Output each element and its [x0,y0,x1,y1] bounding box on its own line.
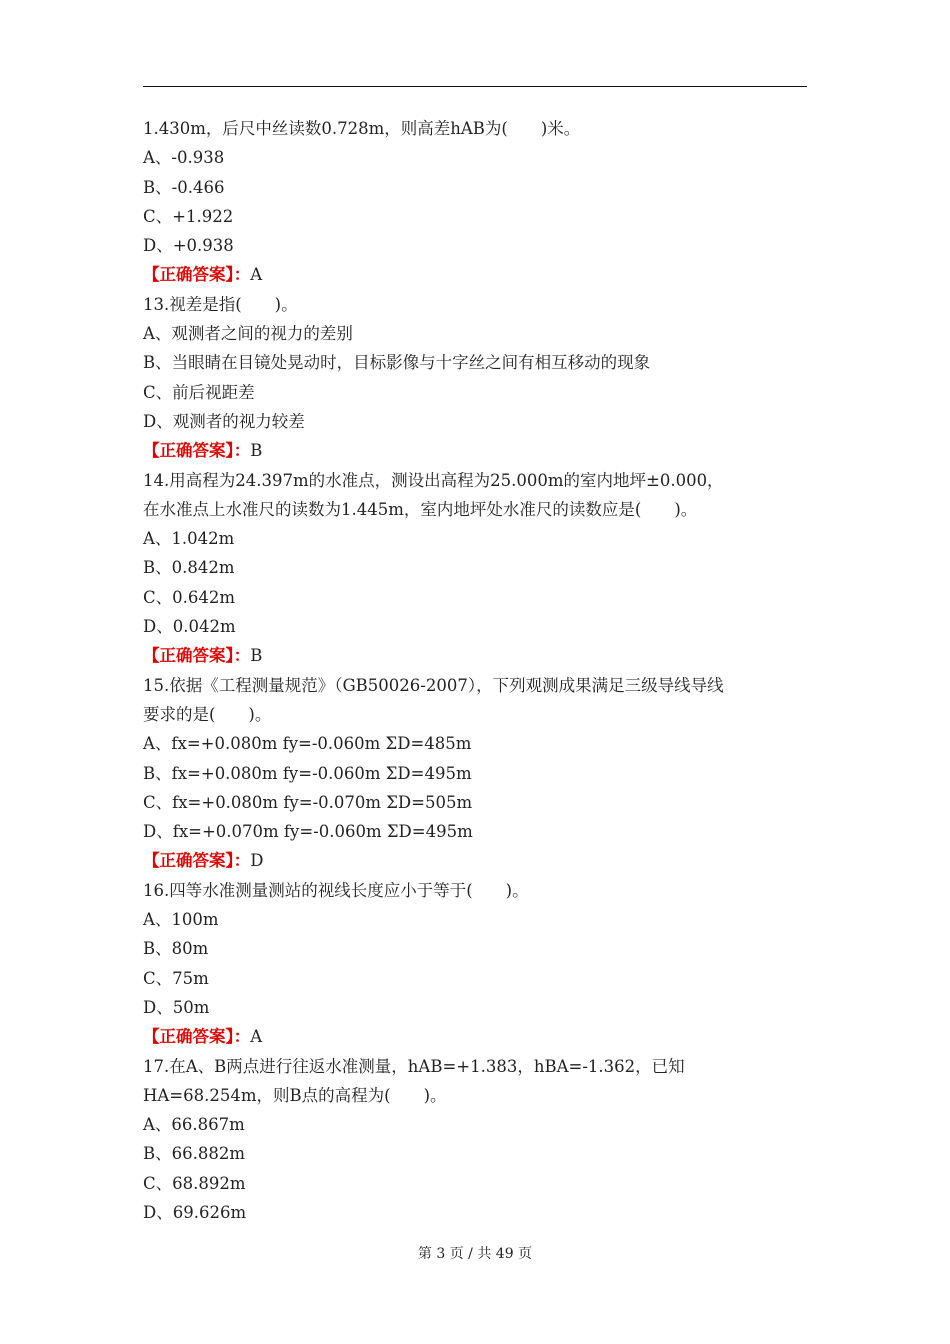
text-line: B、当眼睛在目镜处晃动时，目标影像与十字丝之间有相互移动的现象 [143,353,651,373]
correct-answer-line [143,1022,807,1051]
text-line: A、100m [143,910,219,930]
text-line: C、前后视距差 [143,382,255,402]
text-line: D、fx=+0.070m fy=-0.060m ΣD=495m [143,822,473,842]
text-line: C、75m [143,968,209,988]
correct-answer-value: A [250,265,263,285]
text-line: C、fx=+0.080m fy=-0.070m ΣD=505m [143,792,473,812]
text-line: C、68.892m [143,1173,246,1193]
correct-answer-line [143,436,807,465]
correct-answer-value: B [250,646,263,666]
text-line: A、1.042m [143,529,235,549]
text-line: B、0.842m [143,558,235,578]
correct-answer-value: A [250,1027,263,1047]
text-line: B、66.882m [143,1144,246,1164]
text-line: B、-0.466 [143,177,225,197]
correct-answer-line [143,260,807,289]
text-line: D、69.626m [143,1202,247,1222]
text-line: 13.视差是指( )。 [143,294,298,314]
text-line: B、fx=+0.080m fy=-0.060m ΣD=495m [143,763,472,783]
text-line: 16.四等水准测量测站的视线长度应小于等于( )。 [143,880,529,900]
text-line: 要求的是( )。 [143,704,272,724]
text-line: 1.430m，后尺中丝读数0.728m，则高差hAB为( )米。 [143,119,581,138]
correct-answer-label: 【正确答案】： [143,646,251,666]
correct-answer-line [143,641,807,670]
correct-answer-label: 【正确答案】： [143,441,251,461]
correct-answer-label: 【正确答案】： [143,851,251,871]
text-line: D、50m [143,997,210,1017]
document-body [143,114,807,1227]
text-line: 15.依据《工程测量规范》（GB50026-2007），下列观测成果满足三级导线导线 [143,675,724,695]
text-line: 14.用高程为24.397m的水准点，测设出高程为25.000m的室内地坪±0.000， [143,470,724,490]
text-line: B、80m [143,939,209,959]
text-line: 在水准点上水准尺的读数为1.445m，室内地坪处水准尺的读数应是( )。 [143,499,698,519]
text-line: HA=68.254m，则B点的高程为( )。 [143,1085,447,1105]
text-line: A、观测者之间的视力的差别 [143,324,353,344]
text-line: D、观测者的视力较差 [143,411,305,431]
page-footer: 第 3 页 / 共 49 页 [417,1246,533,1262]
text-line: A、fx=+0.080m fy=-0.060m ΣD=485m [143,734,472,754]
text-line: A、-0.938 [143,148,225,168]
correct-answer-label: 【正确答案】： [143,265,251,285]
text-line: A、66.867m [143,1115,245,1135]
text-line: C、0.642m [143,587,236,607]
text-line: C、+1.922 [143,206,234,226]
text-line: 17.在A、B两点进行往返水准测量，hAB=+1.383，hBA=-1.362，已知 [143,1056,685,1076]
text-line: D、+0.938 [143,236,234,256]
correct-answer-value: D [250,851,264,871]
header-rule [143,86,807,87]
correct-answer-label: 【正确答案】： [143,1027,251,1047]
text-line: D、0.042m [143,617,236,637]
correct-answer-line [143,846,807,875]
correct-answer-value: B [250,441,263,461]
